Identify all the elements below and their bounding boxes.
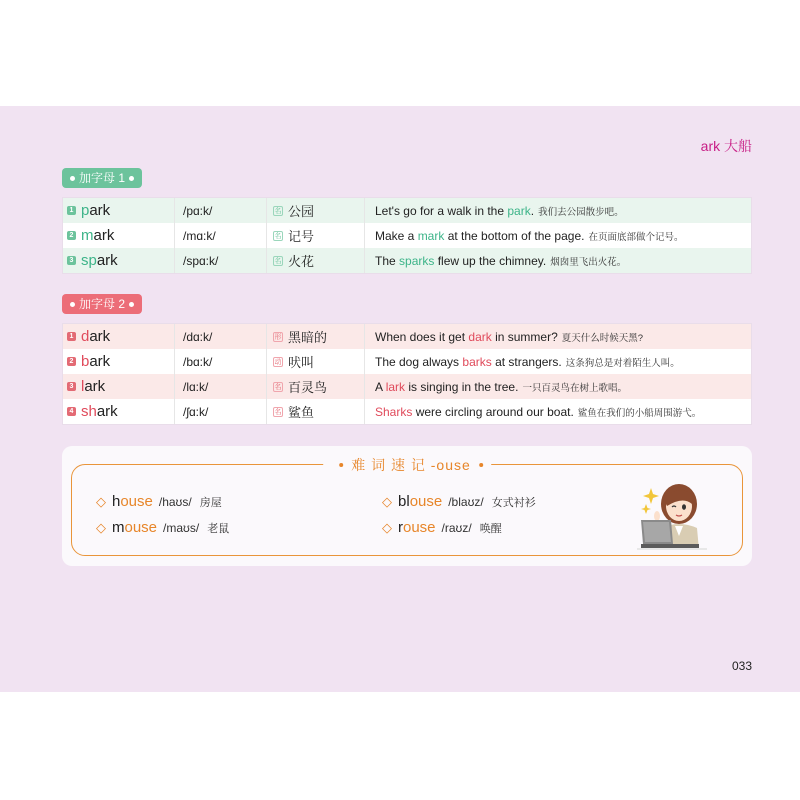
meaning: 吠叫: [288, 355, 315, 370]
example-sentence: Make a mark at the bottom of the page. 在页面底部做个记号。: [375, 228, 684, 243]
table-row: [63, 349, 751, 374]
number-badge: 1: [67, 332, 76, 341]
table-row: [63, 324, 751, 349]
phonetic: /ʃɑ:k/: [183, 404, 209, 419]
section2-tag-label: 加字母 2: [79, 297, 126, 311]
dot-icon: [70, 302, 75, 307]
word: bark: [81, 353, 111, 370]
memo-item: ◇ house /haʊs/ 房屋: [96, 493, 222, 510]
word: spark: [81, 252, 118, 269]
pos-adjective-icon: 形: [274, 333, 282, 341]
example-sentence: When does it get dark in summer? 夏天什么时候天黑?: [375, 329, 644, 344]
example-sentence: A lark is singing in the tree. 一只百灵鸟在树上歌唱。: [375, 379, 627, 394]
phonetic: /dɑ:k/: [183, 329, 213, 344]
dot-icon: [129, 176, 134, 181]
number-badge: 1: [67, 206, 76, 215]
diamond-bullet-icon: ◇: [382, 520, 392, 535]
section1-table: [62, 197, 752, 274]
dot-icon: [70, 176, 75, 181]
phonetic: /mɑ:k/: [183, 228, 216, 243]
pos-noun-icon: 名: [274, 383, 282, 391]
diamond-bullet-icon: ◇: [96, 494, 106, 509]
diamond-bullet-icon: ◇: [96, 520, 106, 535]
meaning: 鲨鱼: [288, 405, 315, 420]
page-heading: ark 大船: [700, 138, 752, 154]
section1-tag: [62, 168, 142, 188]
example-sentence: Sharks were circling around our boat. 鲨鱼在我们的小船周围游弋。: [375, 404, 702, 419]
phonetic: /lɑ:k/: [183, 379, 209, 394]
phonetic: /bɑ:k/: [183, 354, 213, 369]
memo-item: ◇ mouse /maʊs/ 老鼠: [96, 519, 230, 536]
number-badge: 3: [67, 382, 76, 391]
word: lark: [81, 378, 106, 395]
meaning: 火花: [288, 254, 315, 269]
pos-noun-icon: 名: [274, 207, 282, 215]
word: mark: [81, 227, 115, 244]
page-number: 033: [731, 659, 752, 673]
diamond-bullet-icon: ◇: [382, 494, 392, 509]
example-sentence: The dog always barks at strangers. 这条狗总是对着陌生人叫。: [375, 354, 680, 369]
number-badge: 2: [67, 357, 76, 366]
woman-with-laptop-illustration: [637, 476, 707, 550]
table-row: [63, 223, 751, 248]
table-row: [63, 399, 751, 424]
meaning: 黑暗的: [288, 330, 328, 345]
phonetic: /spɑ:k/: [183, 253, 219, 268]
book-page: [0, 106, 800, 692]
word: shark: [81, 403, 118, 420]
number-badge: 3: [67, 256, 76, 265]
memo-title: 难 词 速 记 -ouse: [323, 455, 491, 475]
pos-noun-icon: 名: [274, 232, 282, 240]
dot-icon: [339, 463, 343, 467]
meaning: 公园: [288, 204, 315, 219]
example-sentence: The sparks flew up the chimney. 烟囱里飞出火花。: [375, 253, 627, 268]
section2-tag: [62, 294, 142, 314]
pos-verb-icon: 动: [274, 358, 282, 366]
number-badge: 4: [67, 407, 76, 416]
memo-item: ◇ blouse /blaʊz/ 女式衬衫: [382, 493, 536, 510]
phonetic: /pɑ:k/: [183, 203, 213, 218]
dot-icon: [129, 302, 134, 307]
table-row: [63, 374, 751, 399]
word: dark: [81, 328, 111, 345]
pos-noun-icon: 名: [274, 408, 282, 416]
pos-noun-icon: 名: [274, 257, 282, 265]
table-row: [63, 248, 751, 273]
memo-card: [62, 446, 752, 566]
example-sentence: Let's go for a walk in the park. 我们去公园散步吧。: [375, 203, 624, 218]
word: park: [81, 202, 111, 219]
memo-item: ◇ rouse /raʊz/ 唤醒: [382, 519, 502, 536]
meaning: 百灵鸟: [288, 380, 328, 395]
meaning: 记号: [288, 229, 315, 244]
dot-icon: [479, 463, 483, 467]
section2-table: [62, 323, 752, 425]
section1-tag-label: 加字母 1: [79, 171, 126, 185]
number-badge: 2: [67, 231, 76, 240]
table-row: [63, 198, 751, 223]
